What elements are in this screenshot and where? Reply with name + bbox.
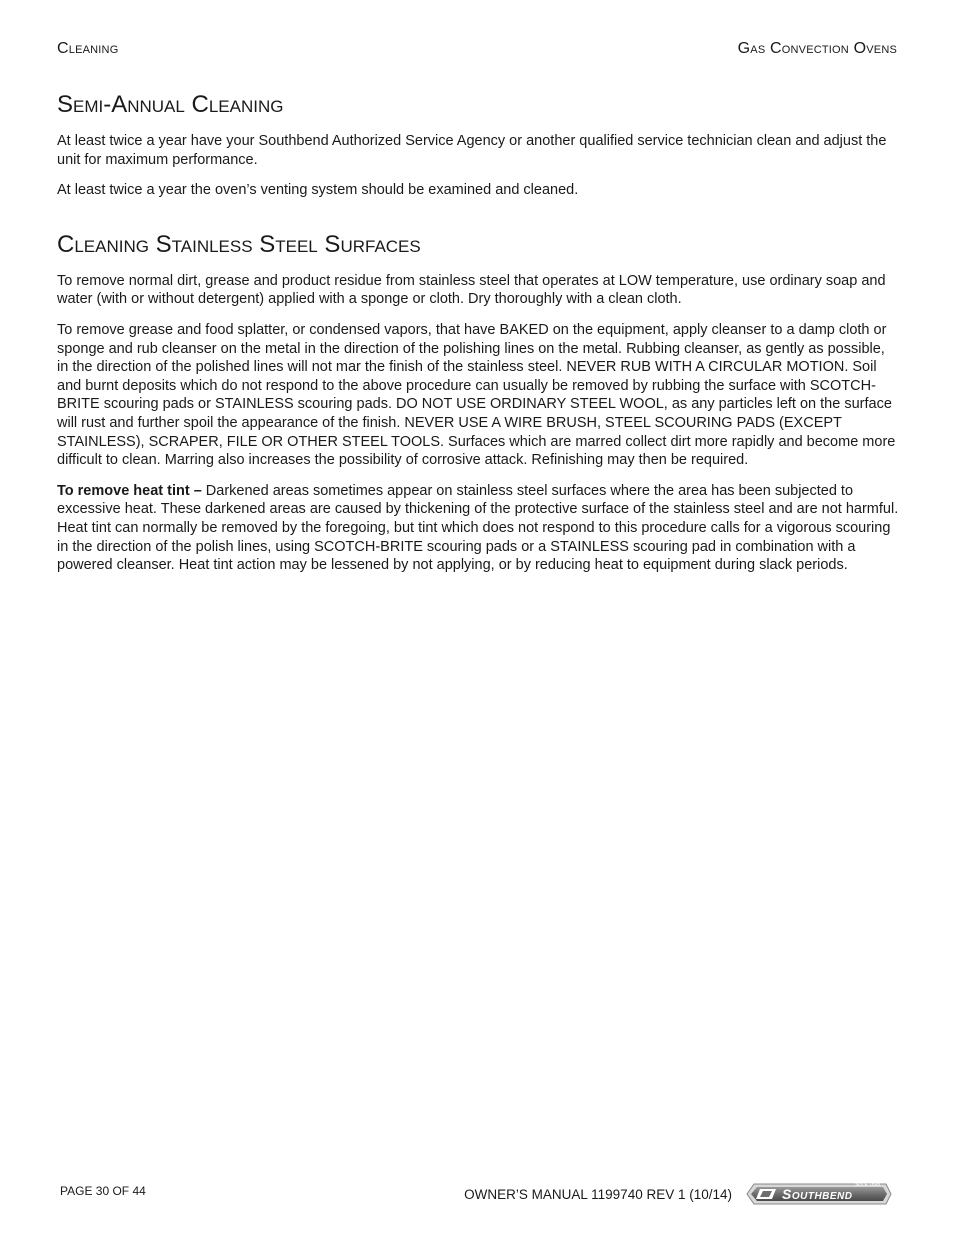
header-section-title: Cleaning	[57, 40, 119, 57]
southbend-logo	[746, 1183, 892, 1205]
page-number: PAGE 30 OF 44	[60, 1184, 146, 1198]
header-product-title: Gas Convection Ovens	[737, 40, 897, 57]
footer-right	[464, 1182, 892, 1206]
heat-tint-body: Darkened areas sometimes appear on stainless steel surfaces where the area has been subjected to excessive heat. These darkened areas are caused by thickening of the protective surface of the stainless steel and are not harmful. Heat tint can normally be removed by the foregoing, but tint which does not respond to this procedure calls for a vigorous scouring in the direction of the polish lines, using SCOTCH-BRITE scouring pads or a STAINLESS scouring pad in combination with a powered cleanser. Heat tint action may be lessened by not applying, or by reducing heat to equipment during slack periods.	[57, 482, 899, 574]
paragraph-semi-annual-1: At least twice a year have your Southbend Authorized Service Agency or another qualified service technician clean and adjust the unit for maximum performance.	[57, 133, 887, 168]
heading-semi-annual-cleaning: Semi-Annual Cleaning	[57, 91, 284, 118]
logo-wordmark: Southbend	[782, 1186, 853, 1202]
manual-revision: OWNER’S MANUAL 1199740 REV 1 (10/14)	[464, 1186, 732, 1202]
paragraph-stainless-2: To remove grease and food splatter, or condensed vapors, that have BAKED on the equipment, apply cleanser to a damp cloth or sponge and rub cleanser on the metal in the direction of the polishing lines on the metal. Rubbing cleanser, as gently as possible, in the direction of the polished lines will not mar the finish of the stainless steel. NEVER RUB WITH A CIRCULAR MOTION. Soil and burnt deposits which do not respond to the above procedure can usually be removed by rubbing the surface with SCOTCH-BRITE scouring pads or STAINLESS scouring pads. DO NOT USE ORDINARY STEEL WOOL, as any particles left on the surface will rust and further spoil the appearance of the finish. NEVER USE A WIRE BRUSH, STEEL SCOURING PADS (EXCEPT STAINLESS), SCRAPER, FILE OR OTHER STEEL TOOLS. Surfaces which are marred collect dirt more rapidly and become more difficult to clean. Marring also increases the possibility of corrosive attack. Refinishing may then be required.	[57, 321, 896, 469]
paragraph-stainless-1: To remove normal dirt, grease and product residue from stainless steel that operates at LOW temperature, use ordinary soap and water (with or without detergent) applied with a sponge or cloth. Dry thoroughly with a clean cloth.	[57, 272, 886, 308]
heat-tint-lead: To remove heat tint –	[57, 482, 202, 499]
logo-since: Since 1898	[854, 1182, 880, 1188]
running-header	[57, 40, 897, 62]
heading-stainless-steel: Cleaning Stainless Steel Surfaces	[57, 230, 421, 258]
paragraph-semi-annual-2: At least twice a year the oven’s venting system should be examined and cleaned.	[57, 182, 579, 199]
paragraph-heat-tint	[57, 482, 900, 575]
page-content	[57, 90, 900, 587]
